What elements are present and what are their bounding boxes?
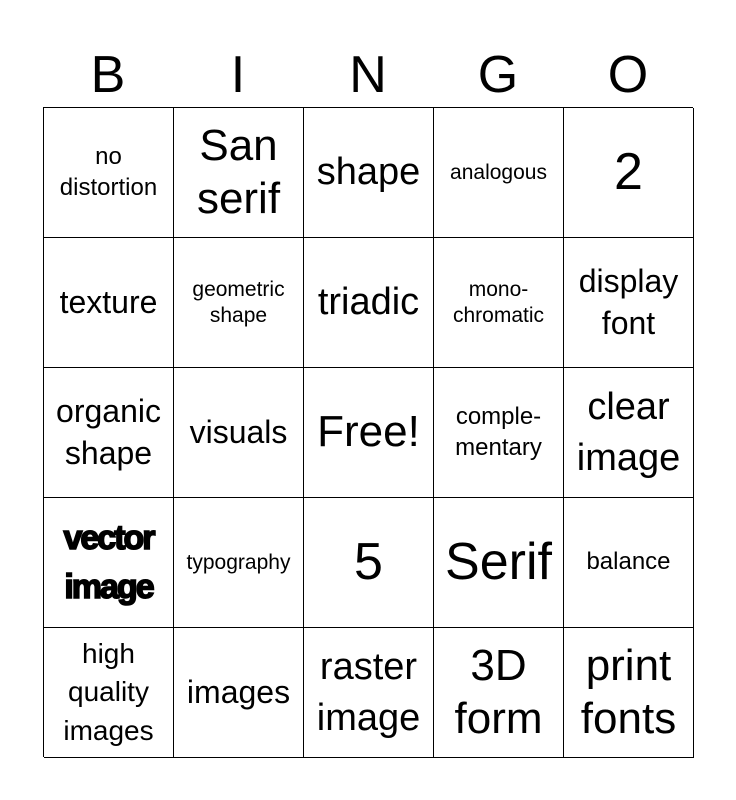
cell-label: typography xyxy=(186,550,291,574)
bingo-cell[interactable] xyxy=(44,498,174,628)
bingo-cell[interactable] xyxy=(434,108,564,238)
cell-label: display font xyxy=(578,262,679,341)
bingo-cell[interactable] xyxy=(434,628,564,758)
cell-label: 2 xyxy=(614,142,643,201)
cell-label: 3D form xyxy=(454,640,543,743)
cell-label: texture xyxy=(59,283,158,320)
bingo-board xyxy=(43,107,693,757)
cell-label: Serif xyxy=(445,532,552,591)
cell-label: analogous xyxy=(450,160,547,184)
cell-label: print fonts xyxy=(580,640,677,743)
bingo-header xyxy=(43,44,693,106)
cell-label: geometric shape xyxy=(192,278,285,327)
cell-label: no distortion xyxy=(59,143,158,201)
cell-label: shape xyxy=(316,151,421,194)
cell-label: 5 xyxy=(354,532,383,591)
cell-label: visuals xyxy=(189,413,288,450)
bingo-cell[interactable] xyxy=(174,238,304,368)
free-space-label: Free! xyxy=(317,407,420,457)
header-letter-n: N xyxy=(349,46,387,104)
cell-label: mono- chromatic xyxy=(452,278,545,327)
header-letter-g: G xyxy=(477,46,519,104)
bingo-cell[interactable] xyxy=(434,498,564,628)
bingo-cell[interactable] xyxy=(304,628,434,758)
bingo-cell[interactable] xyxy=(434,368,564,498)
bingo-cell[interactable] xyxy=(434,238,564,368)
cell-label: clear image xyxy=(576,386,681,479)
cell-label: images xyxy=(186,673,291,710)
bingo-cell[interactable] xyxy=(564,238,694,368)
bingo-cell[interactable] xyxy=(564,368,694,498)
cell-label: raster image xyxy=(316,646,421,739)
cell-label: San serif xyxy=(196,120,281,223)
cell-label: balance xyxy=(586,548,671,576)
cell-label: vector image xyxy=(63,519,154,606)
header-letter-i: I xyxy=(230,46,246,104)
cell-label: comple- mentary xyxy=(455,403,542,461)
cell-label: high quality images xyxy=(63,637,154,746)
bingo-cell[interactable] xyxy=(174,498,304,628)
header-letter-b: B xyxy=(90,46,126,104)
header-letter-o: O xyxy=(607,46,649,104)
cell-label: organic shape xyxy=(56,392,161,471)
bingo-cell[interactable] xyxy=(174,628,304,758)
bingo-cell[interactable] xyxy=(174,368,304,498)
bingo-cell[interactable] xyxy=(304,498,434,628)
bingo-cell[interactable] xyxy=(304,108,434,238)
cell-label: triadic xyxy=(317,281,420,324)
bingo-cell[interactable] xyxy=(44,628,174,758)
bingo-cell[interactable] xyxy=(564,498,694,628)
bingo-cell[interactable] xyxy=(564,628,694,758)
bingo-cell[interactable] xyxy=(174,108,304,238)
bingo-cell[interactable] xyxy=(44,368,174,498)
bingo-cell[interactable] xyxy=(44,238,174,368)
bingo-cell[interactable] xyxy=(564,108,694,238)
free-space-cell[interactable] xyxy=(304,368,434,498)
bingo-cell[interactable] xyxy=(44,108,174,238)
bingo-cell[interactable] xyxy=(304,238,434,368)
